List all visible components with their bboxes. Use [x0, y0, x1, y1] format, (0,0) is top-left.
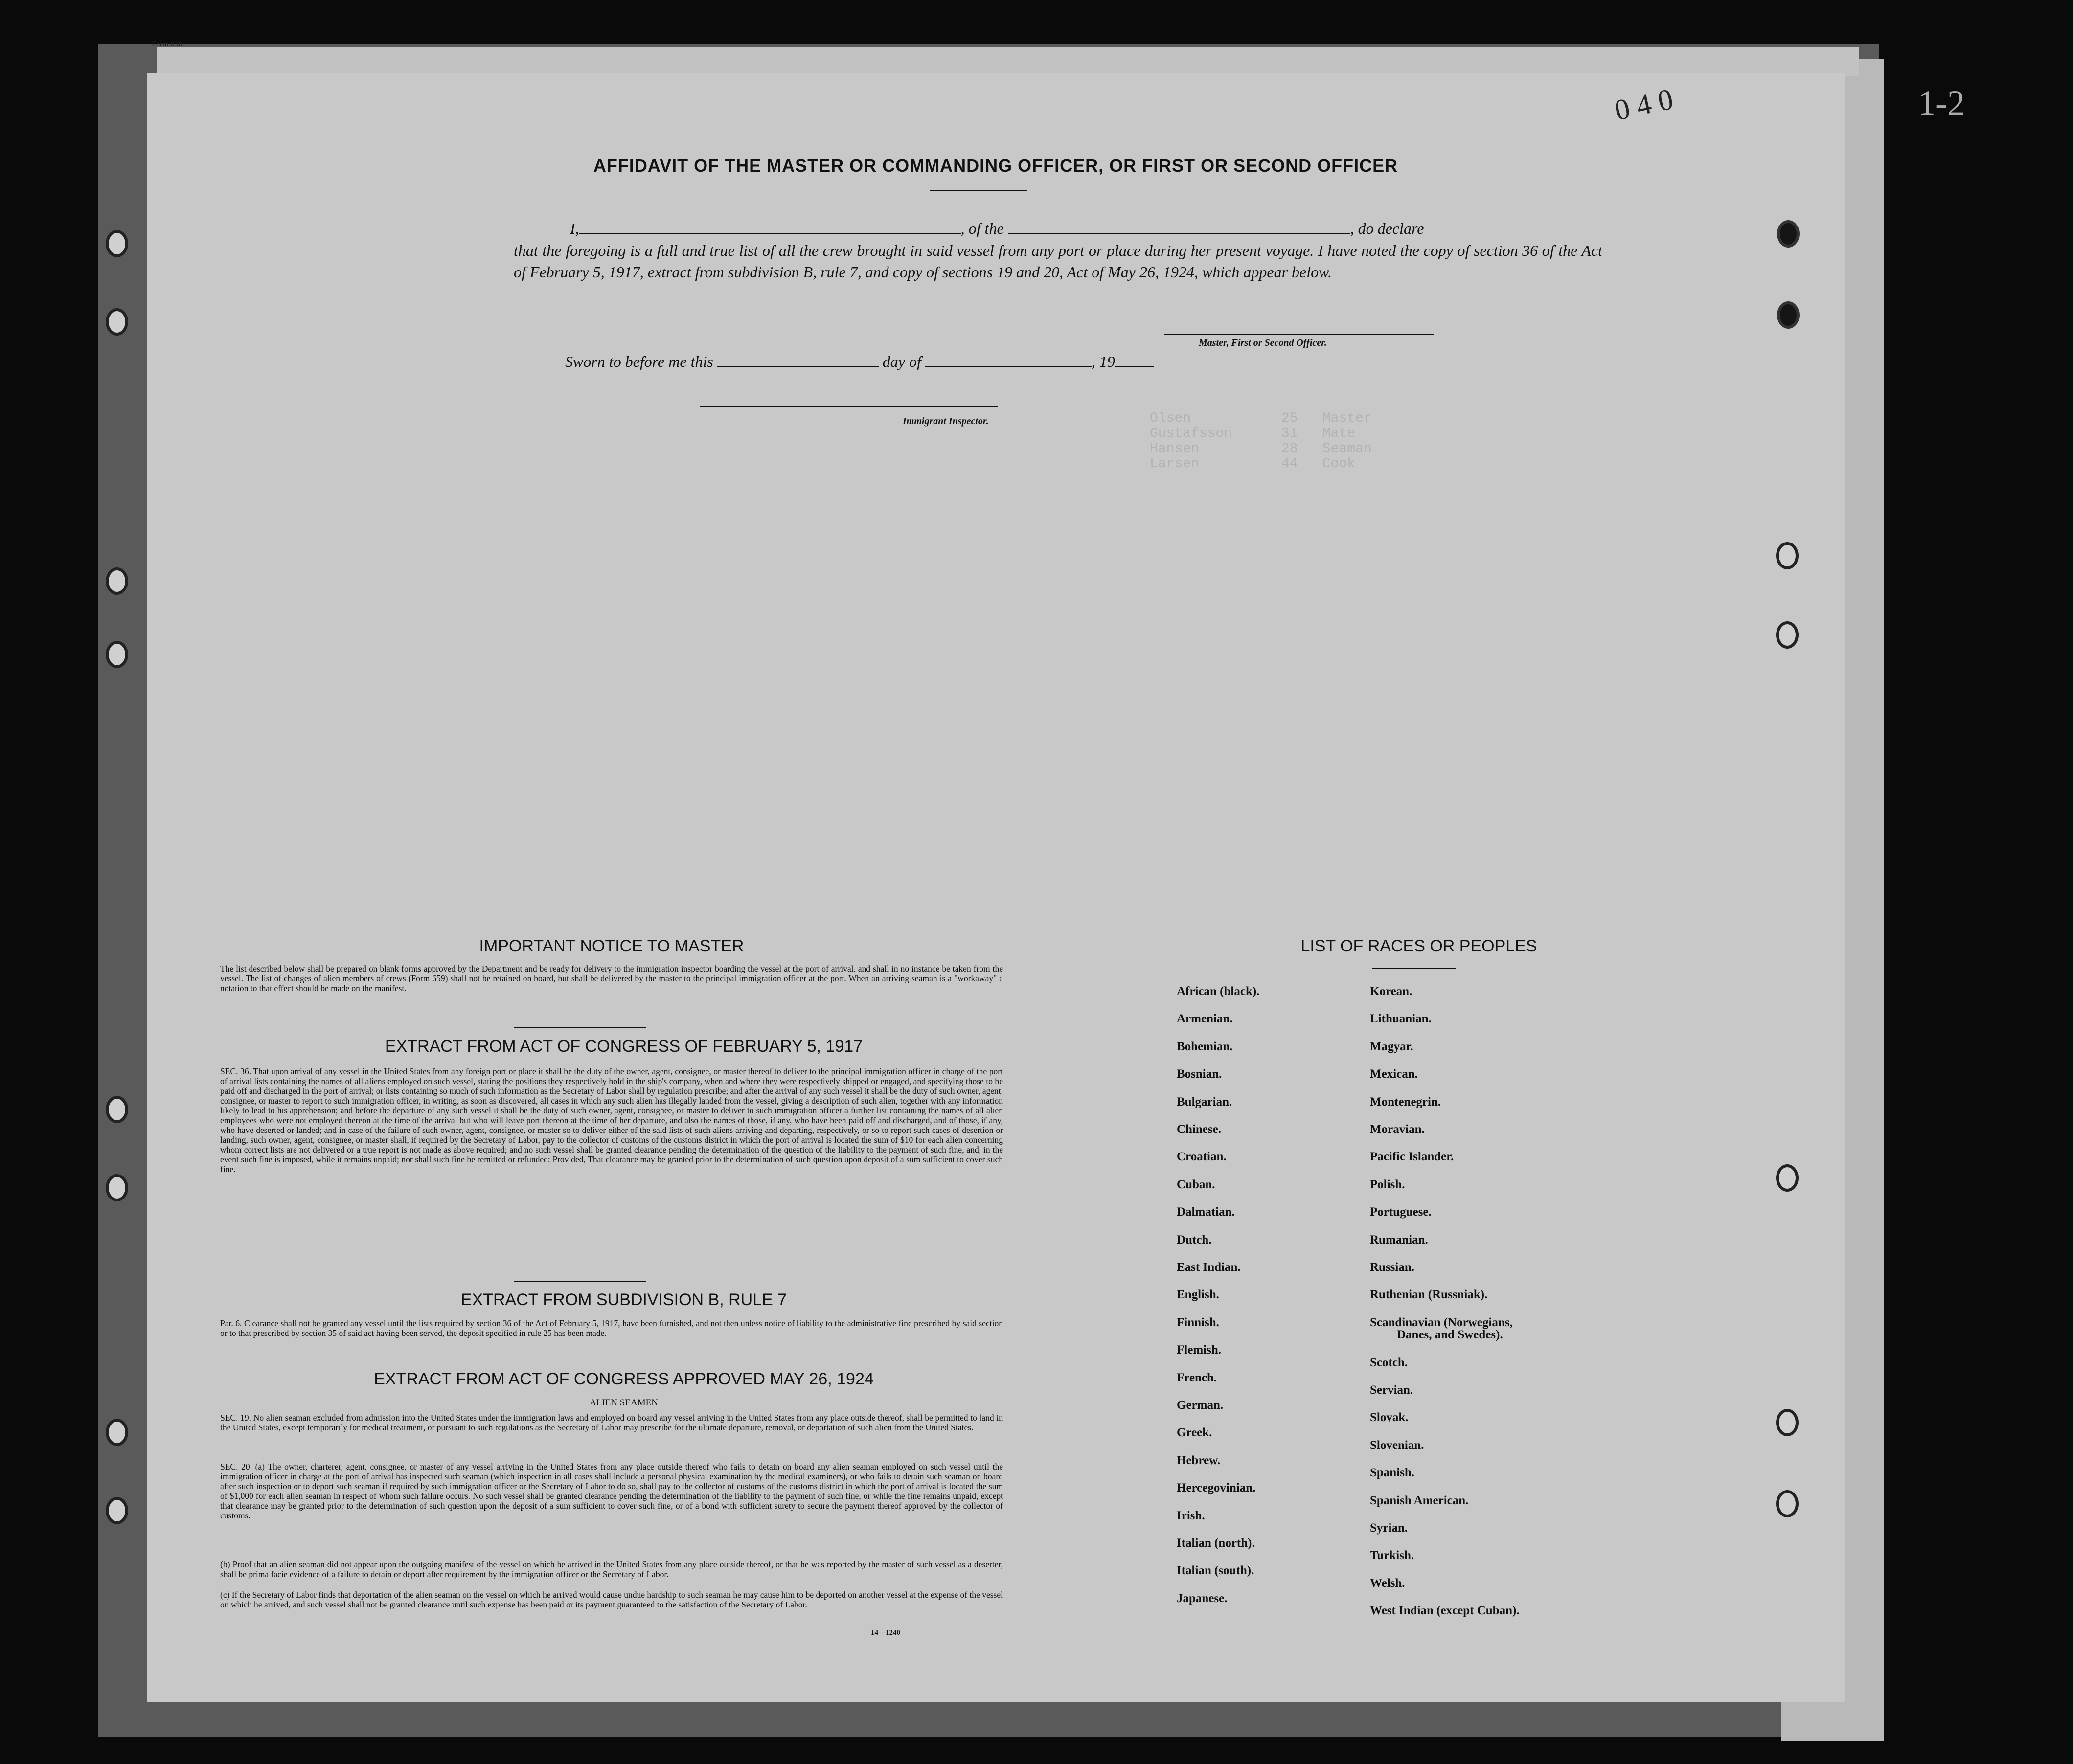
bleed-through-text: Olsen 25 Master Gustafsson 31 Mate Hansen 28 Seaman Larsen 44 Cook [1150, 411, 1372, 472]
title-rule [930, 190, 1027, 191]
print-code: 14—1240 [871, 1629, 900, 1637]
master-label: Master, First or Second Officer. [1199, 338, 1327, 348]
back-sheet-top [157, 47, 1859, 76]
race-item: Scotch. [1370, 1356, 1408, 1369]
race-item: Cuban. [1177, 1177, 1215, 1191]
extract-1924-sec20c: (c) If the Secretary of Labor finds that deportation of the alien seaman on the vessel on which he arrived would cause undue hardship to such seaman he may cause him to be deported on another vessel at the expense of the vessel on which he arrived, and such vessel shall not be granted clearance until such expense has been paid or its payment guaranteed to the satisfaction of the Secretary of Labor. [220, 1590, 1003, 1609]
handwritten-note-2: 1-2 [1918, 84, 1965, 123]
name-blank[interactable] [579, 219, 961, 234]
binding-hole-left [106, 567, 128, 595]
declaration-of-the: , of the [960, 220, 1004, 237]
binding-hole-left [106, 1497, 128, 1524]
binding-hole-left [106, 308, 128, 336]
inspector-label: Immigrant Inspector. [903, 416, 989, 427]
binding-hole-left [106, 641, 128, 668]
race-item: Spanish. [1370, 1466, 1415, 1480]
extract-1917-rule [514, 1281, 646, 1282]
notice-title: IMPORTANT NOTICE TO MASTER [479, 937, 744, 955]
binding-hole-left [106, 1174, 128, 1201]
sworn-day-of: day of [882, 353, 921, 370]
extract-1924-sec20a: SEC. 20. (a) The owner, charterer, agent, consignee, or master of any vessel arriving in the United States from any place outside thereof who fails to detain on board any alien seaman employed on such vessel until the immigration officer in charge at the port of arrival has inspected such seaman (which inspection in all cases shall include a personal physical examination by the medical examiners), or who fails to detain such seaman on board after such inspection or to deport such seaman if required by such immigration officer or the Secretary of Labor to do so, shall pay to the collector of customs of the customs district in which the port of arrival is located the sum of $1,000 for each alien seaman in respect of whom such failure occurs. No such vessel shall be granted clearance pending the determination of the liability to the payment of such fine, or while the fine remains unpaid, except that clearance may be granted prior to the determination of such question upon the deposit of a sum sufficient to cover such fine, or of a bond with sufficient surety to secure the payment thereof approved by the collector of customs. [220, 1462, 1003, 1520]
affidavit-title-wrap [147, 156, 1845, 176]
race-item: Italian (south). [1177, 1564, 1254, 1578]
race-item: Chinese. [1177, 1123, 1221, 1136]
race-item: Russian. [1370, 1261, 1415, 1274]
extract-1924-sec19: SEC. 19. No alien seaman excluded from admission into the United States under the immigration laws and employed on board any vessel arriving in the United States from any place outside thereof, shall be permitted to land in the United States, except temporarily for medical treatment, or pursuant to such regulations as the Secretary of Labor may prescribe for the ultimate departure, removal, or deportation of such alien from the United States. [220, 1413, 1003, 1432]
race-item: Slovak. [1370, 1411, 1409, 1425]
race-item: Italian (north). [1177, 1537, 1255, 1550]
race-item: African (black). [1177, 985, 1260, 998]
declaration-i: I, [570, 220, 579, 237]
race-item: Spanish American. [1370, 1493, 1469, 1507]
race-item: Japanese. [1177, 1591, 1228, 1605]
race-item: English. [1177, 1288, 1219, 1302]
race-item: Portuguese. [1370, 1205, 1432, 1219]
binding-hole-left [106, 1096, 128, 1123]
race-item: Croatian. [1177, 1150, 1227, 1164]
binding-hole-left [106, 230, 128, 257]
race-item: Scandinavian (Norwegians, [1370, 1315, 1513, 1329]
handwritten-note-1: 0 4 0 [1612, 83, 1676, 127]
race-item: Greek. [1177, 1426, 1212, 1440]
document-page [147, 73, 1845, 1702]
race-item: Mexican. [1370, 1067, 1418, 1081]
race-item: Irish. [1177, 1509, 1205, 1522]
race-item: Bohemian. [1177, 1040, 1233, 1053]
race-item: Magyar. [1370, 1040, 1413, 1053]
race-item: Servian. [1370, 1383, 1413, 1397]
races-rule [1372, 968, 1456, 969]
sworn-line [565, 352, 1154, 371]
affidavit-body [514, 240, 1602, 283]
race-item: Flemish. [1177, 1343, 1221, 1357]
form-number: Form 630 [152, 40, 182, 48]
master-signature-line[interactable] [1164, 334, 1434, 335]
race-item: Montenegrin. [1370, 1095, 1441, 1108]
punch-hole [1776, 1409, 1799, 1436]
punch-hole [1777, 301, 1800, 329]
race-item: Danes, and Swedes). [1397, 1328, 1503, 1342]
race-item: Dalmatian. [1177, 1205, 1235, 1219]
extract-1917-text: SEC. 36. That upon arrival of any vessel in the United States from any foreign port or place it shall be the duty of the owner, agent, consignee, or master thereof to deliver to the principal immigration officer in charge of the port of arrival lists containing the names of all aliens employed on such vessel, stating the positions they respectively hold in the ship's company, when and where they were respectively shipped or engaged, and specifying those to be paid off and discharged in the port of arrival; or lists containing so much of such information as the Secretary of Labor shall by regulation prescribe; and after the arrival of any such vessel it shall be the duty of such owner, agent, consignee, or master to report to such immigration officer, in writing, as soon as discovered, all cases in which any such alien has illegally landed from the vessel, giving a description of such alien, together with any information likely to lead to his apprehension; and before the departure of any such vessel it shall be the duty of such owner, agent, consignee, or master to deliver to such immigration officer a further list containing the names of all alien employees who were not employed thereon at the time of the arrival but who will leave port thereon at the time of her departure, and also the names of those, if any, who have been paid off and discharged, and of those, if any, who have deserted or landed; and in case of the failure of such owner, agent, consignee, or master so to deliver either of the said lists of such aliens arriving and departing, respectively, or so to report such cases of desertion or landing, such owner, agent, consignee, or master shall, if required by the Secretary of Labor, pay to the collector of customs of the customs district in which the port of arrival is located the sum of $10 for each alien concerning whom correct lists are not delivered or a true report is not made as above required; and no such vessel shall be granted clearance pending the determination of the question of the liability to the payment of such fine, and, in the event such fine is imposed, while it remains unpaid; nor shall such fine be remitted or refunded: Provided, That clearance may be granted prior to the determination of such question upon deposit of a sum sufficient to cover such fine. [220, 1066, 1003, 1174]
sworn-month-blank[interactable] [925, 352, 1092, 367]
race-item: Welsh. [1370, 1576, 1405, 1590]
extract-1924-sec20b: (b) Proof that an alien seaman did not appear upon the outgoing manifest of the vessel on which he arrived in the United States from any place outside thereof, or that he was reported by the master of such vessel as a deserter, shall be prima facie evidence of a failure to detain or deport after requirement by the immigration officer or the Secretary of Labor. [220, 1560, 1003, 1579]
binding-hole-left [106, 1419, 128, 1446]
race-item: Syrian. [1370, 1521, 1408, 1535]
sworn-year-blank[interactable] [1115, 352, 1154, 367]
affidavit-title: AFFIDAVIT OF THE MASTER OR COMMANDING OFFICER, OR FIRST OR SECOND OFFICER [593, 156, 1398, 176]
extract-1924-subtitle: ALIEN SEAMEN [590, 1398, 658, 1408]
races-title: LIST OF RACES OR PEOPLES [1300, 937, 1537, 955]
race-item: Dutch. [1177, 1233, 1212, 1246]
sworn-day-blank[interactable] [717, 352, 879, 367]
race-item: Hebrew. [1177, 1453, 1221, 1467]
declaration-line [570, 219, 1602, 238]
notice-rule [514, 1027, 646, 1028]
race-item: East Indian. [1177, 1261, 1241, 1274]
extract-1924-title: EXTRACT FROM ACT OF CONGRESS APPROVED MAY 26, 1924 [374, 1370, 874, 1388]
sworn-prefix: Sworn to before me this [565, 353, 713, 370]
extract-rule7-title: EXTRACT FROM SUBDIVISION B, RULE 7 [460, 1290, 787, 1309]
race-item: Korean. [1370, 985, 1412, 998]
race-item: Bosnian. [1177, 1067, 1222, 1081]
race-item: German. [1177, 1399, 1224, 1412]
affidavit-body-text: that the foregoing is a full and true list of all the crew brought in said vessel from any port or place during her present voyage. I have noted the copy of section 36 of the Act of February 5, 1917, extract from subdivision B, rule 7, and copy of sections 19 and 20, Act of May 26, 1924, which appear below. [514, 242, 1602, 281]
race-item: Bulgarian. [1177, 1095, 1232, 1108]
race-item: Turkish. [1370, 1549, 1414, 1562]
race-item: Slovenian. [1370, 1438, 1424, 1452]
race-item: Lithuanian. [1370, 1012, 1432, 1026]
race-item: West Indian (except Cuban). [1370, 1604, 1520, 1618]
punch-hole [1777, 220, 1800, 248]
notice-text: The list described below shall be prepared on blank forms approved by the Department and be ready for delivery to the immigration inspector boarding the vessel at the port of arrival, and shall in no instance be taken from the vessel. The list of changes of alien members of crews (Form 659) shall not be retained on board, but shall be delivered by the master to the principal immigration officer at the port. When an arriving seaman is a "workaway" a notation to that effect should be made on the manifest. [220, 964, 1003, 993]
race-item: Armenian. [1177, 1012, 1233, 1026]
race-item: Ruthenian (Russniak). [1370, 1288, 1488, 1302]
punch-hole [1776, 1164, 1799, 1192]
punch-hole [1776, 542, 1799, 569]
race-item: Polish. [1370, 1177, 1405, 1191]
extract-1917-title: EXTRACT FROM ACT OF CONGRESS OF FEBRUARY 5, 1917 [385, 1037, 863, 1056]
inspector-signature-line[interactable] [700, 406, 998, 407]
sworn-year: , 19 [1091, 353, 1115, 370]
vessel-blank[interactable] [1008, 219, 1350, 234]
race-item: Pacific Islander. [1370, 1150, 1454, 1164]
race-item: Moravian. [1370, 1123, 1425, 1136]
race-item: Rumanian. [1370, 1233, 1428, 1246]
punch-hole [1776, 1490, 1799, 1517]
extract-rule7-text: Par. 6. Clearance shall not be granted any vessel until the lists required by section 36 of the Act of February 5, 1917, have been furnished, and not then unless notice of liability to the administrative fine prescribed by said section or to that prescribed by section 35 of said act having been served, the deposit specified in rule 25 has been made. [220, 1318, 1003, 1338]
race-item: French. [1177, 1371, 1217, 1384]
race-item: Finnish. [1177, 1315, 1219, 1329]
punch-hole [1776, 621, 1799, 649]
race-item: Hercegovinian. [1177, 1481, 1256, 1495]
declaration-do-declare: , do declare [1350, 220, 1424, 237]
